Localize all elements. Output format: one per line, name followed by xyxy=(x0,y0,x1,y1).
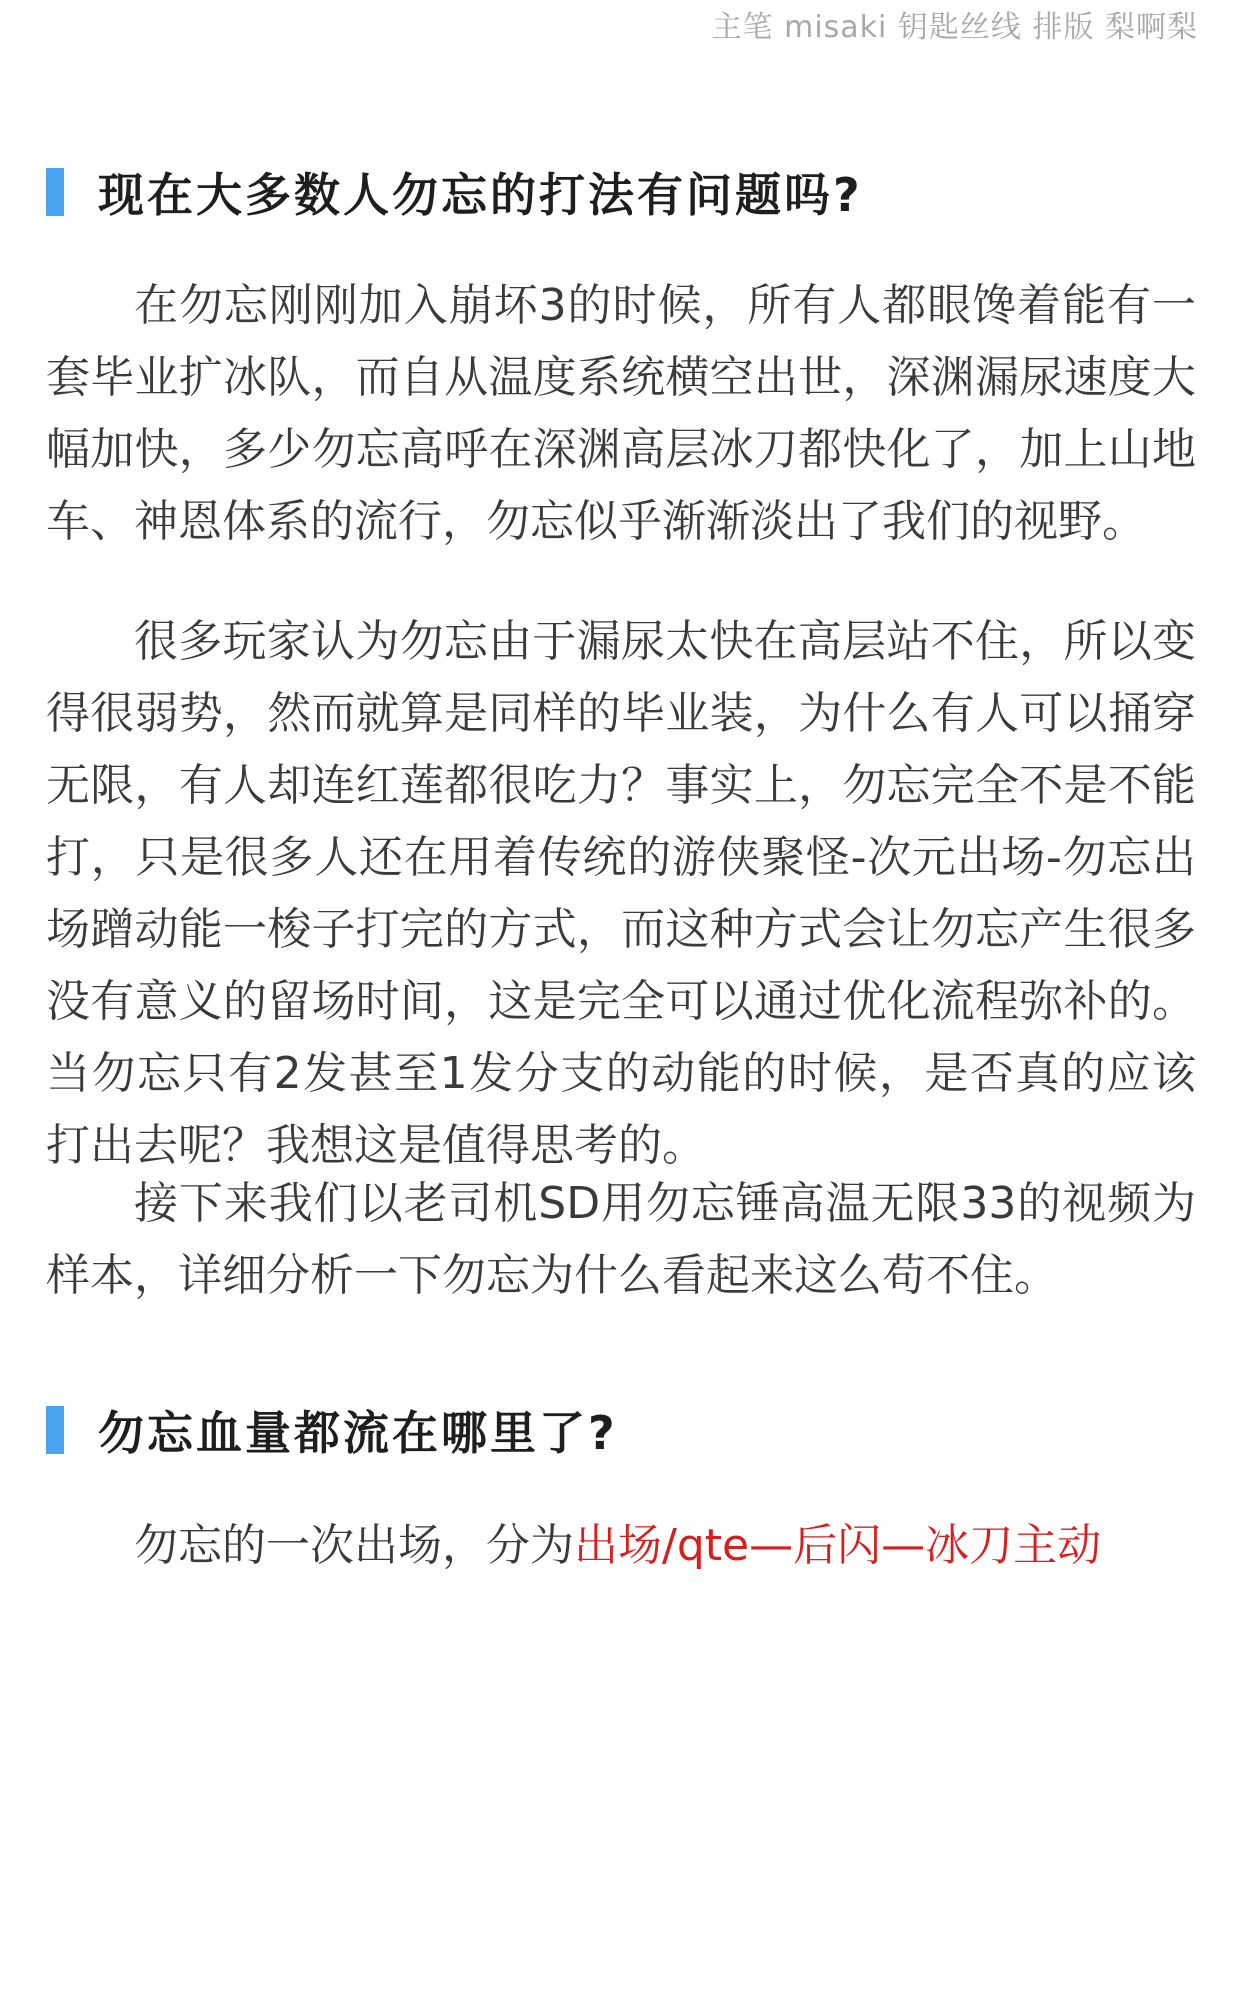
paragraph-text: 勿忘的一次出场，分为 xyxy=(134,1520,574,1571)
credit-line: 主笔 misaki 钥匙丝线 排版 梨啊梨 xyxy=(711,10,1198,45)
paragraph: 很多玩家认为勿忘由于漏尿太快在高层站不住，所以变得很弱势，然而就算是同样的毕业装，为什么有人可以捅穿无限，有人却连红莲都很吃力？事实上，勿忘完全不是不能打，只是很多人还在用着传统的游侠聚怪-次元出场-勿忘出场蹭动能一梭子打完的方式，而这种方式会让勿忘产生很多没有意义的留场时间，这是完全可以通过优化流程弥补的。当勿忘只有2发甚至1发分支的动能的时候，是否真的应该打出去呢？我想这是值得思考的。 xyxy=(46,616,1196,1171)
highlighted-text: 出场/qte—后闪—冰刀主动 xyxy=(574,1520,1102,1571)
section-heading-text: 现在大多数人勿忘的打法有问题吗? xyxy=(98,168,863,222)
paragraph xyxy=(46,1510,1196,1582)
paragraph: 接下来我们以老司机SD用勿忘锤高温无限33的视频为样本，详细分析一下勿忘为什么看起来这么苟不住。 xyxy=(46,1178,1196,1301)
section-heading xyxy=(46,162,863,222)
paragraph: 在勿忘刚刚加入崩坏3的时候，所有人都眼馋着能有一套毕业扩冰队，而自从温度系统横空出世，深渊漏尿速度大幅加快，多少勿忘高呼在深渊高层冰刀都快化了，加上山地车、神恩体系的流行，勿忘似乎渐渐淡出了我们的视野。 xyxy=(46,280,1196,547)
section-heading xyxy=(46,1400,618,1460)
section-heading-text: 勿忘血量都流在哪里了? xyxy=(98,1406,618,1460)
heading-accent-bar xyxy=(46,1406,64,1454)
heading-accent-bar xyxy=(46,168,64,216)
